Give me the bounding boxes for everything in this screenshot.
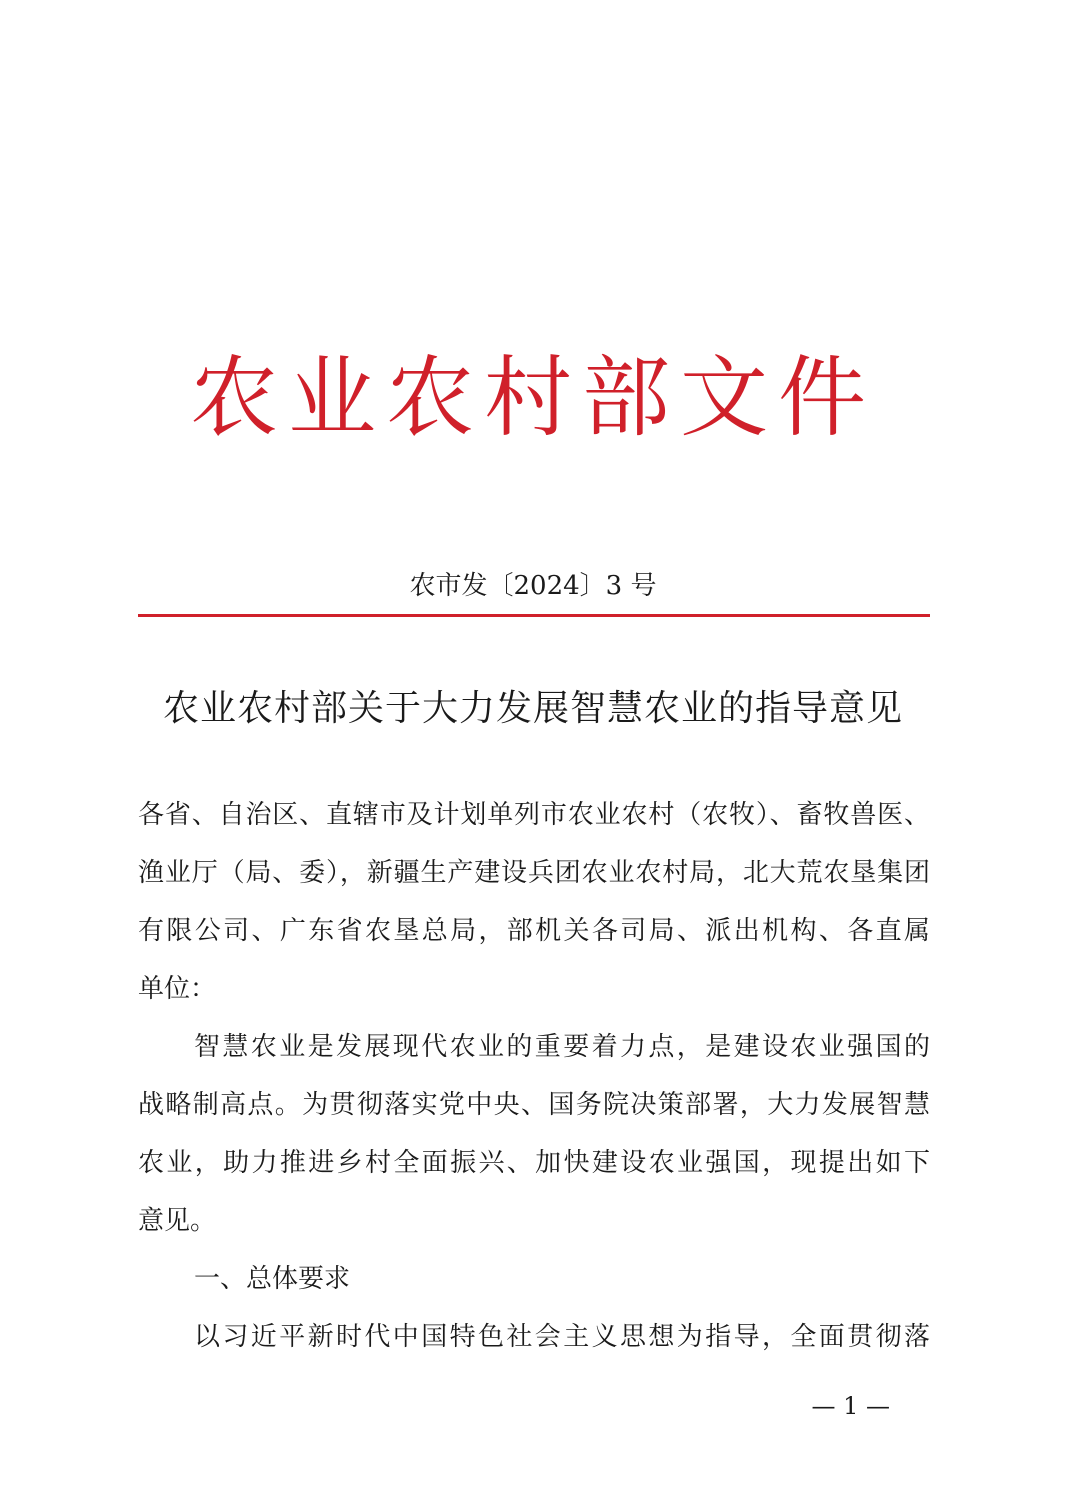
addressee-line: 单位：: [138, 974, 217, 1004]
section-heading: 一、总体要求: [194, 1264, 351, 1294]
document-title: 农业农村部关于大力发展智慧农业的指导意见: [162, 688, 903, 729]
paragraph-line: 意见。: [138, 1206, 217, 1236]
red-divider-line: [138, 614, 930, 617]
paragraph-line: 战略制高点。为贯彻落实党中央、国务院决策部署，大力发展智慧: [138, 1090, 930, 1120]
document-body: [138, 786, 930, 1366]
masthead-title: 农业农村部文件: [189, 346, 876, 449]
paragraph-line: 智慧农业是发展现代农业的重要着力点，是建设农业强国的: [194, 1032, 930, 1062]
document-number: 农市发〔2024〕3 号: [409, 571, 657, 601]
addressee-block: [138, 786, 930, 1018]
paragraph-line: 以习近平新时代中国特色社会主义思想为指导，全面贯彻落: [194, 1322, 930, 1352]
addressee-line: 各省、自治区、直辖市及计划单列市农业农村（农牧）、畜牧兽医、: [138, 800, 930, 830]
addressee-line: 渔业厅（局、委），新疆生产建设兵团农业农村局，北大荒农垦集团: [138, 858, 930, 888]
page-number: — 1 —: [811, 1392, 890, 1420]
paragraph-line: 农业，助力推进乡村全面振兴、加快建设农业强国，现提出如下: [138, 1148, 930, 1178]
intro-paragraph: [138, 1018, 930, 1250]
addressee-line: 有限公司、广东省农垦总局，部机关各司局、派出机构、各直属: [138, 916, 930, 946]
